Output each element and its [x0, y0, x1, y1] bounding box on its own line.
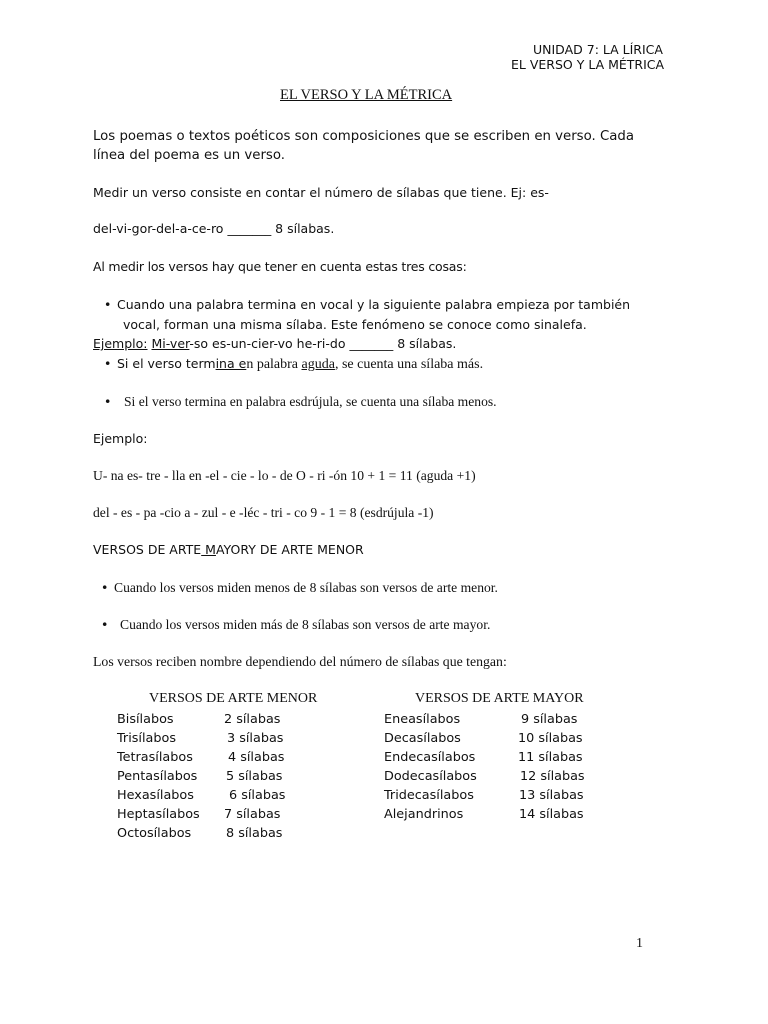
rule-aguda-part-5: , se cuenta una sílaba más. — [334, 357, 484, 372]
names-intro: Los versos reciben nombre dependiendo del número de sílabas que tengan: — [93, 654, 507, 669]
example-blank: _______ — [349, 336, 394, 351]
measure-text: Medir un verso consiste en contar el número de sílabas que tiene. Ej: es- — [93, 185, 549, 200]
menor-header: VERSOS DE ARTE MENOR — [149, 691, 318, 706]
arte-heading-underlined: M — [201, 542, 216, 557]
verse-syllables: 10 sílabas — [518, 731, 583, 746]
example-rest: -so es-un-cier-vo he-ri-do — [189, 336, 346, 351]
header-subtitle: EL VERSO Y LA MÉTRICA — [511, 57, 665, 72]
verse-syllables: 12 sílabas — [520, 769, 585, 784]
verse-name: Tetrasílabos — [117, 750, 193, 765]
example-count: 8 sílabas. — [397, 336, 457, 351]
rule-esdrujula-bullet: • — [104, 394, 112, 409]
rule-sinalefa-bullet: • — [104, 297, 112, 312]
verse-syllables: 6 sílabas — [229, 788, 286, 803]
rule-aguda-part-4: aguda — [301, 357, 335, 372]
verse-syllables: 13 sílabas — [519, 788, 584, 803]
verse-name: Trisílabos — [117, 731, 176, 746]
verse-syllables: 5 sílabas — [226, 769, 283, 784]
examples-label: Ejemplo: — [93, 431, 148, 446]
rule-aguda-part-2: ina e — [215, 356, 247, 371]
intro-line-2: línea del poema es un verso. — [93, 148, 285, 163]
verse-name: Hexasílabos — [117, 788, 194, 803]
example-label: Ejemplo: — [93, 336, 148, 351]
measure-example-blank: _______ — [227, 221, 272, 236]
verse-name: Eneasílabos — [384, 712, 461, 727]
verse-syllables: 7 sílabas — [224, 807, 281, 822]
rule-sinalefa-line-1: Cuando una palabra termina en vocal y la siguiente palabra empieza por también — [117, 297, 631, 312]
page-title: EL VERSO Y LA MÉTRICA — [280, 87, 453, 103]
measure-example-count: 8 sílabas. — [275, 221, 335, 236]
example-esdrujula-line: del - es - pa -cio a - zul - e -léc - tri - co 9 - 1 = 8 (esdrújula -1) — [93, 505, 434, 520]
verse-name: Decasílabos — [384, 731, 461, 746]
arte-menor-text: Cuando los versos miden menos de 8 sílabas son versos de arte menor. — [114, 580, 498, 595]
verse-syllables: 9 sílabas — [521, 712, 578, 727]
verse-name: Endecasílabos — [384, 750, 476, 765]
verse-syllables: 8 sílabas — [226, 826, 283, 841]
arte-mayor-text: Cuando los versos miden más de 8 sílabas son versos de arte mayor. — [120, 617, 491, 632]
verse-name: Dodecasílabos — [384, 769, 477, 784]
arte-heading — [93, 541, 364, 559]
verse-name: Heptasílabos — [117, 807, 200, 822]
verse-syllables: 2 sílabas — [224, 712, 281, 727]
rule-aguda-part-3: n palabra — [246, 357, 302, 372]
verse-syllables: 11 sílabas — [518, 750, 583, 765]
rule-sinalefa-example — [93, 335, 456, 353]
example-aguda-line: U- na es- tre - lla en -el - cie - lo - de O - ri -ón 10 + 1 = 11 (aguda +1) — [93, 468, 476, 483]
verse-name: Alejandrinos — [384, 807, 464, 822]
page-number: 1 — [636, 936, 643, 951]
rule-aguda-part-1: Si el verso term — [117, 356, 216, 371]
verse-syllables: 4 sílabas — [228, 750, 285, 765]
measure-example — [93, 220, 334, 238]
verse-syllables: 3 sílabas — [227, 731, 284, 746]
arte-heading-part-1: VERSOS DE ARTE — [93, 542, 202, 557]
arte-mayor-bullet: • — [101, 617, 109, 632]
arte-heading-part-2: AYORY DE ARTE MENOR — [215, 542, 364, 557]
arte-menor-bullet: • — [101, 580, 109, 595]
rule-aguda-text — [117, 355, 483, 374]
intro-line-1: Los poemas o textos poéticos son composiciones que se escriben en verso. Cada — [93, 129, 634, 144]
rule-sinalefa-line-2: vocal, forman una misma sílaba. Este fenómeno se conoce como sinalefa. — [123, 317, 587, 332]
verse-syllables: 14 sílabas — [519, 807, 584, 822]
verse-name: Tridecasílabos — [384, 788, 474, 803]
verse-name: Octosílabos — [117, 826, 192, 841]
rule-esdrujula-text: Si el verso termina en palabra esdrújula, se cuenta una sílaba menos. — [124, 394, 497, 409]
rule-aguda-bullet: • — [104, 356, 112, 371]
mayor-header: VERSOS DE ARTE MAYOR — [415, 691, 584, 706]
rules-intro: Al medir los versos hay que tener en cuenta estas tres cosas: — [93, 259, 467, 274]
example-underlined: Mi-ver — [151, 336, 190, 351]
verse-name: Pentasílabos — [117, 769, 198, 784]
measure-example-syllables: del-vi-gor-del-a-ce-ro — [93, 221, 224, 236]
header-unit: UNIDAD 7: LA LÍRICA — [533, 42, 663, 57]
verse-name: Bisílabos — [117, 712, 174, 727]
